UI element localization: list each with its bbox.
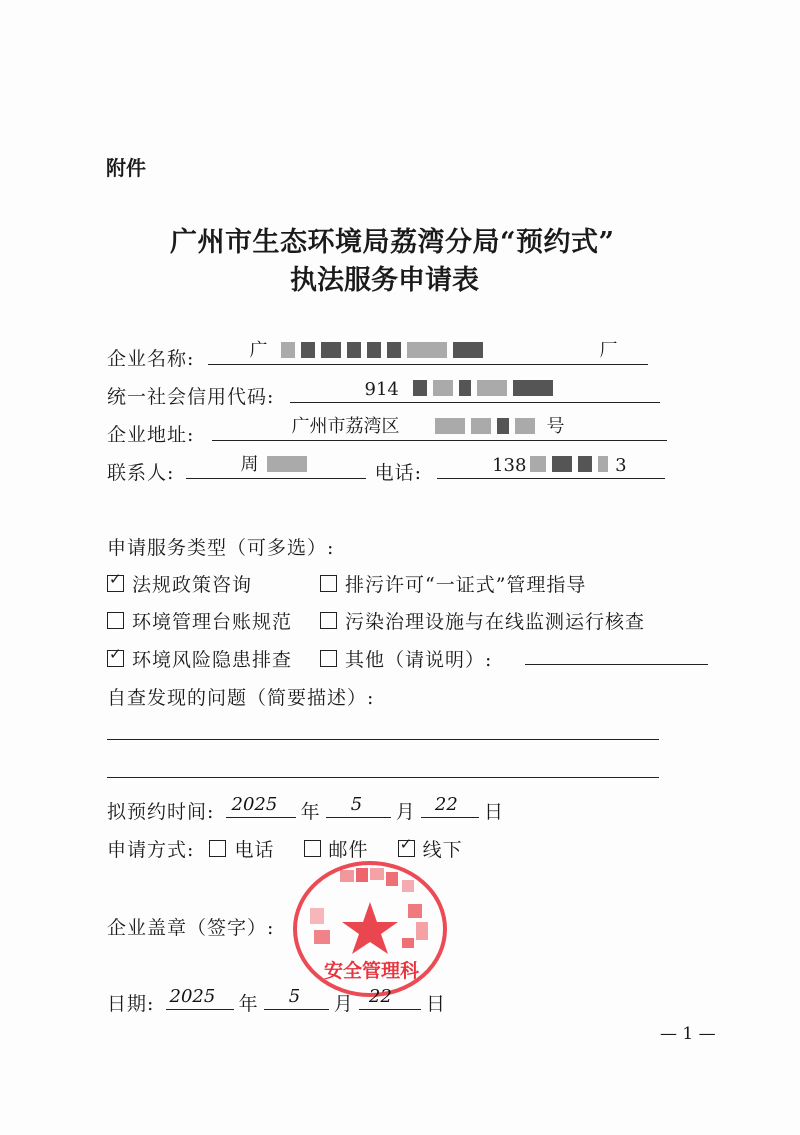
- service-option-2-label: 排污许可“一证式”管理指导: [345, 574, 587, 596]
- company-name-start: 广: [249, 340, 268, 361]
- address-value: 广州市荔湾区: [291, 416, 400, 437]
- address-label: 企业地址:: [107, 424, 195, 446]
- checkbox-4[interactable]: [320, 612, 337, 629]
- issues-line-1[interactable]: [107, 739, 659, 740]
- service-option-4-label: 污染治理设施与在线监测运行核查: [345, 611, 646, 633]
- issues-line-2[interactable]: [107, 777, 659, 778]
- date-month-unit: 月: [333, 993, 354, 1015]
- date-row: [107, 985, 446, 1016]
- method-row: [107, 835, 463, 862]
- checkbox-3[interactable]: [107, 612, 124, 629]
- service-option-2[interactable]: [320, 570, 586, 597]
- service-option-6[interactable]: [320, 645, 492, 672]
- service-option-1-label: 法规政策咨询: [132, 574, 253, 596]
- checkbox-2[interactable]: [320, 575, 337, 592]
- seal-label: 企业盖章（签字）:: [107, 917, 275, 939]
- service-heading: 申请服务类型（可多选）:: [107, 537, 335, 559]
- date-month-field[interactable]: [264, 985, 329, 1010]
- contact-label: 联系人:: [107, 462, 175, 484]
- checkbox-1[interactable]: [107, 570, 124, 592]
- appointment-month-unit: 月: [395, 801, 416, 823]
- appointment-year-field[interactable]: [226, 793, 296, 818]
- address-suffix: 号: [546, 416, 565, 437]
- company-name-end: 厂: [599, 340, 618, 361]
- phone-value-end: 3: [615, 455, 627, 476]
- issues-heading: 自查发现的问题（简要描述）:: [107, 687, 375, 709]
- address-row: [107, 416, 667, 447]
- contact-value: 周: [240, 454, 259, 475]
- date-label: 日期:: [107, 993, 155, 1015]
- other-explain-line[interactable]: [525, 664, 708, 665]
- service-option-5-label: 环境风险隐患排查: [132, 649, 293, 671]
- date-year-field[interactable]: [166, 985, 234, 1010]
- address-field[interactable]: [212, 416, 667, 441]
- phone-label: 电话:: [374, 462, 422, 484]
- service-option-4[interactable]: [320, 607, 645, 634]
- attachment-label: 附件: [106, 156, 146, 180]
- page-title-line2: 执法服务申请表: [290, 265, 479, 296]
- page-number: — 1 —: [660, 1024, 716, 1044]
- address-redaction: [432, 415, 538, 436]
- checkbox-6[interactable]: [320, 650, 337, 667]
- credit-code-row: [107, 378, 660, 409]
- appointment-month-field[interactable]: [326, 793, 391, 818]
- company-name-redaction: [278, 339, 486, 360]
- date-day-field[interactable]: [359, 985, 421, 1010]
- credit-code-start: 914: [364, 379, 399, 400]
- check-mark-icon: ✓: [109, 570, 123, 588]
- date-day-unit: 日: [426, 993, 447, 1015]
- phone-field[interactable]: [437, 454, 665, 479]
- credit-code-redaction: [410, 377, 556, 398]
- service-option-6-label: 其他（请说明）:: [345, 649, 493, 671]
- contact-redaction: [264, 453, 310, 474]
- seal-text: 安全管理科: [324, 960, 420, 982]
- contact-field[interactable]: [186, 454, 366, 479]
- method-option-phone-label: 电话: [234, 839, 275, 861]
- company-seal: [292, 860, 448, 998]
- method-label: 申请方式:: [107, 839, 195, 861]
- appointment-row: [107, 793, 504, 824]
- service-option-3[interactable]: [107, 607, 292, 634]
- company-name-field[interactable]: [208, 340, 648, 365]
- appointment-year-unit: 年: [300, 801, 321, 823]
- appointment-day: 22: [434, 794, 458, 815]
- date-day: 22: [368, 986, 392, 1007]
- method-option-offline[interactable]: [398, 835, 463, 861]
- date-month: 5: [288, 986, 301, 1007]
- check-mark-icon: ✓: [109, 645, 123, 663]
- page-title-line1: 广州市生态环境局荔湾分局“预约式”: [170, 227, 615, 258]
- service-option-1[interactable]: [107, 570, 252, 597]
- credit-code-field[interactable]: [290, 378, 660, 403]
- method-option-email[interactable]: [304, 839, 369, 861]
- appointment-day-field[interactable]: [421, 793, 479, 818]
- contact-row: [107, 454, 665, 485]
- checkbox-5[interactable]: [107, 645, 124, 667]
- phone-value-start: 138: [492, 455, 527, 476]
- method-option-offline-label: 线下: [422, 839, 463, 861]
- method-checkbox-email[interactable]: [304, 840, 321, 857]
- method-checkbox-phone[interactable]: [209, 840, 226, 857]
- company-name-label: 企业名称:: [107, 348, 195, 370]
- method-checkbox-offline[interactable]: [398, 835, 415, 857]
- phone-redaction: [527, 453, 611, 474]
- service-option-3-label: 环境管理台账规范: [132, 611, 293, 633]
- appointment-month: 5: [350, 794, 363, 815]
- credit-code-label: 统一社会信用代码:: [107, 386, 275, 408]
- company-name-row: [107, 340, 648, 371]
- appointment-label: 拟预约时间:: [107, 801, 215, 823]
- appointment-day-unit: 日: [484, 801, 505, 823]
- method-option-phone[interactable]: [209, 839, 274, 861]
- date-year-unit: 年: [238, 993, 259, 1015]
- method-option-email-label: 邮件: [328, 839, 369, 861]
- appointment-year: 2025: [231, 794, 278, 815]
- check-mark-icon: ✓: [399, 835, 414, 853]
- service-option-5[interactable]: [107, 645, 292, 672]
- date-year: 2025: [169, 986, 216, 1007]
